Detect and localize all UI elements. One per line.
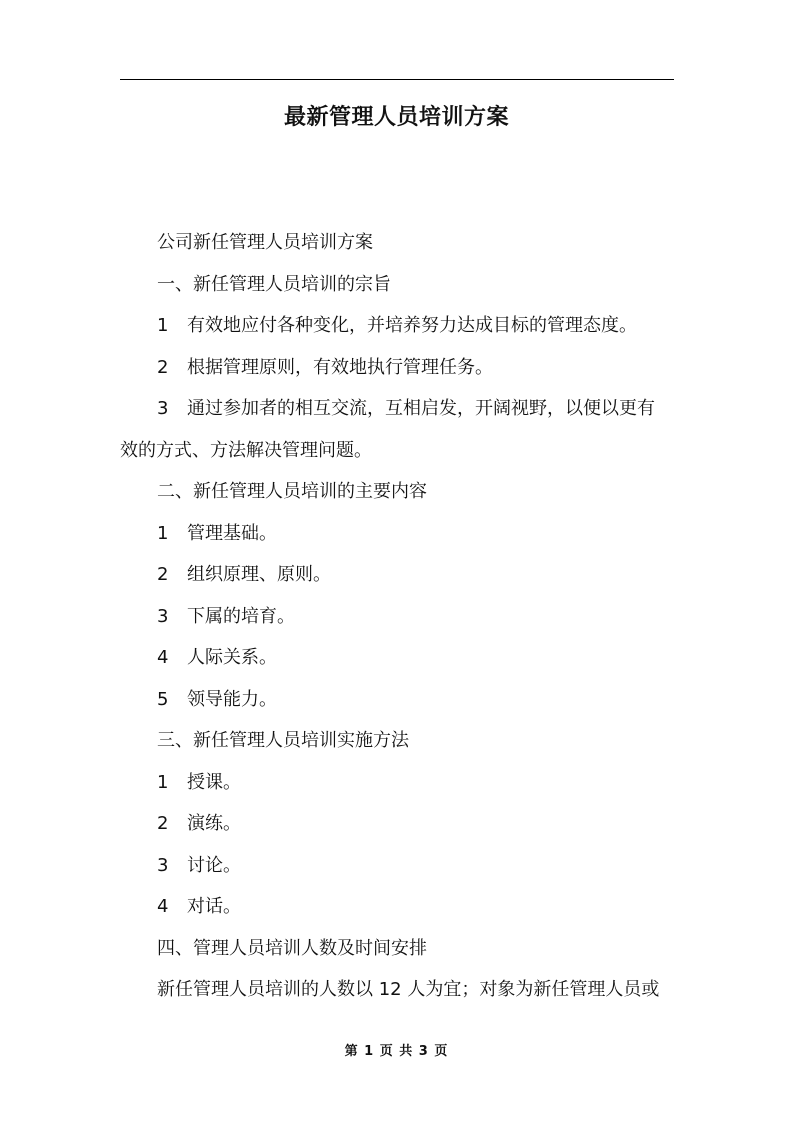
list-item [120, 305, 674, 347]
document-title: 最新管理人员培训方案 [283, 105, 509, 130]
item-text: 根据管理原则，有效地执行管理任务。 [187, 356, 493, 378]
list-item [120, 513, 674, 555]
list-item [120, 803, 674, 845]
page-footer: 第 1 页 共 3 页 [344, 1044, 449, 1059]
item-text: 组织原理、原则。 [187, 564, 331, 585]
header-rule [120, 79, 674, 80]
item-text: 讨论。 [187, 854, 241, 876]
list-item [120, 554, 674, 596]
list-item [120, 679, 674, 721]
list-item-continuation: 效的方式、方法解决管理问题。 [120, 439, 372, 461]
item-text: 下属的培育。 [187, 605, 295, 627]
item-text: 人际关系。 [187, 647, 277, 668]
item-text: 演练。 [187, 813, 241, 834]
list-item [120, 596, 674, 638]
list-item [120, 637, 674, 679]
item-text: 通过参加者的相互交流，互相启发，开阔视野，以便以更有 [187, 398, 655, 419]
item-text: 对话。 [187, 896, 241, 917]
item-number: 1 [157, 315, 169, 336]
section-heading-1: 一、新任管理人员培训的宗旨 [157, 273, 391, 295]
list-item [120, 388, 674, 430]
item-text: 管理基础。 [187, 522, 277, 544]
item-number: 2 [157, 564, 169, 585]
section-heading-2: 二、新任管理人员培训的主要内容 [157, 481, 427, 502]
item-number: 5 [157, 688, 169, 710]
section-heading-3: 三、新任管理人员培训实施方法 [157, 730, 409, 751]
list-item [120, 762, 674, 804]
item-number: 1 [157, 771, 169, 793]
list-item [120, 886, 674, 928]
item-number: 2 [157, 813, 169, 834]
item-number: 3 [157, 398, 169, 419]
item-text: 领导能力。 [187, 688, 277, 710]
item-number: 4 [157, 647, 169, 668]
document-body [120, 222, 674, 1011]
item-number: 2 [157, 356, 169, 378]
item-text: 有效地应付各种变化，并培养努力达成目标的管理态度。 [187, 315, 637, 336]
item-number: 3 [157, 605, 169, 627]
item-text: 授课。 [187, 771, 241, 793]
item-number: 4 [157, 896, 169, 917]
section-heading-4: 四、管理人员培训人数及时间安排 [157, 937, 427, 959]
document-subtitle: 公司新任管理人员培训方案 [157, 232, 373, 253]
paragraph: 新任管理人员培训的人数以 12 人为宜；对象为新任管理人员或 [157, 979, 660, 1000]
item-number: 1 [157, 522, 169, 544]
item-number: 3 [157, 854, 169, 876]
list-item [120, 347, 674, 389]
list-item [120, 845, 674, 887]
